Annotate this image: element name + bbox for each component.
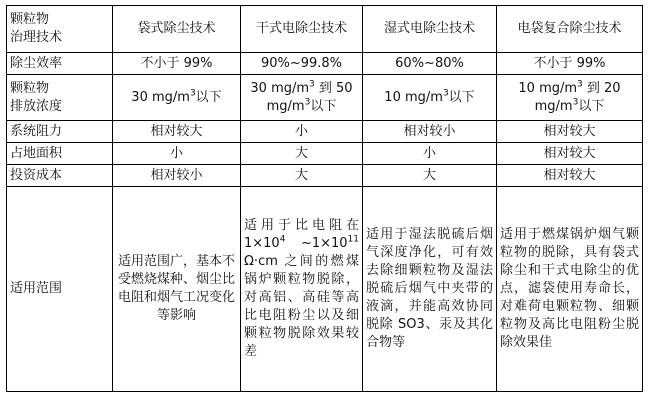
scope-dry-esp-prefix: 适用于比电阻在 1×10 [244, 218, 359, 251]
scope-dry-esp-mid: ~1×10 [285, 236, 348, 251]
header-row-label-line1: 颗粒物 [10, 12, 50, 27]
investment-wet-esp: 大 [363, 165, 497, 187]
emission-bag-value: 30 mg/m [131, 89, 190, 105]
emission-hybrid-line2: mg/m [534, 98, 573, 114]
row-emission-label-line1: 颗粒物 [10, 80, 50, 96]
row-footprint-label: 占地面积 [7, 143, 113, 165]
scope-bag: 适用范围广，基本不受燃烧煤种、烟尘比电阻和烟气工况变化等影响 [113, 187, 241, 392]
row-investment-label: 投资成本 [7, 165, 113, 187]
header-hybrid: 电袋复合除尘技术 [497, 6, 643, 53]
scope-dry-esp [241, 187, 363, 392]
efficiency-dry-esp: 90%~99.8% [241, 53, 363, 75]
investment-dry-esp: 大 [241, 165, 363, 187]
row-efficiency [7, 53, 643, 75]
investment-bag: 相对较小 [113, 165, 241, 187]
resistance-bag: 相对较大 [113, 121, 241, 143]
row-footprint [7, 143, 643, 165]
emission-hybrid-suffix: 到 20 [586, 80, 621, 96]
emission-wet-esp-suffix: 以下 [448, 89, 475, 105]
emission-dry-esp-value: 30 mg/m [250, 80, 310, 96]
emission-wet-esp-value: 10 mg/m [384, 89, 443, 105]
header-bag-filter: 袋式除尘技术 [113, 6, 241, 53]
emission-hybrid-exp2: 3 [572, 97, 579, 108]
footprint-hybrid: 相对较大 [497, 143, 643, 165]
resistance-hybrid: 相对较大 [497, 121, 643, 143]
footprint-dry-esp: 大 [241, 143, 363, 165]
row-emission-label [7, 75, 113, 121]
emission-bag-suffix: 以下 [195, 89, 222, 105]
row-scope-label: 适用范围 [7, 187, 113, 392]
header-dry-esp: 干式电除尘技术 [241, 6, 363, 53]
row-emission [7, 75, 643, 121]
header-wet-esp: 湿式电除尘技术 [363, 6, 497, 53]
efficiency-wet-esp: 60%~80% [363, 53, 497, 75]
emission-bag-exp: 3 [189, 88, 196, 99]
emission-wet-esp-exp: 3 [442, 88, 449, 99]
header-row [7, 6, 643, 53]
emission-dry-esp [241, 75, 363, 121]
emission-dry-esp-exp: 3 [309, 79, 315, 90]
dust-removal-comparison-table [6, 5, 643, 392]
row-investment [7, 165, 643, 187]
header-row-label [7, 6, 113, 53]
scope-dry-esp-exp2: 11 [347, 234, 359, 245]
emission-hybrid-value: 10 mg/m [518, 80, 578, 96]
efficiency-hybrid: 不小于 99% [497, 53, 643, 75]
resistance-dry-esp: 小 [241, 121, 363, 143]
emission-hybrid [497, 75, 643, 121]
emission-hybrid-suffix2: 以下 [578, 98, 605, 114]
efficiency-bag: 不小于 99% [113, 53, 241, 75]
emission-dry-esp-line2: mg/m [266, 98, 305, 114]
resistance-wet-esp: 相对较小 [363, 121, 497, 143]
emission-hybrid-exp: 3 [577, 79, 583, 90]
row-emission-label-line2: 排放浓度 [10, 98, 63, 114]
row-scope [7, 187, 643, 392]
footprint-wet-esp: 小 [363, 143, 497, 165]
scope-dry-esp-exp1: 4 [279, 234, 286, 245]
row-resistance [7, 121, 643, 143]
scope-hybrid: 适用于燃煤锅炉烟气颗粒物的脱除，具有袋式除尘和干式电除尘的优点，滤袋使用寿命长，对难荷电颗粒物、细颗粒物及高比电阻粉尘脱除效果佳 [497, 187, 643, 392]
emission-bag [113, 75, 241, 121]
emission-wet-esp [363, 75, 497, 121]
footprint-bag: 小 [113, 143, 241, 165]
emission-dry-esp-suffix: 到 50 [318, 80, 353, 96]
emission-dry-esp-exp2: 3 [304, 97, 311, 108]
scope-dry-esp-suffix: Ω·cm 之间的燃煤锅炉颗粒物脱除，对高铝、高硅等高比电阻粉尘以及细颗粒物脱除效果较差 [244, 254, 359, 359]
scope-wet-esp: 适用于湿法脱硫后烟气深度净化，可有效去除细颗粒物及湿法脱硫后烟气中夹带的液滴，并能高效协同脱除 SO3、汞及其化合物等 [363, 187, 497, 392]
header-row-label-line2: 治理技术 [10, 30, 63, 45]
row-efficiency-label: 除尘效率 [7, 53, 113, 75]
emission-dry-esp-suffix2: 以下 [310, 98, 337, 114]
row-resistance-label: 系统阻力 [7, 121, 113, 143]
investment-hybrid: 相对较大 [497, 165, 643, 187]
